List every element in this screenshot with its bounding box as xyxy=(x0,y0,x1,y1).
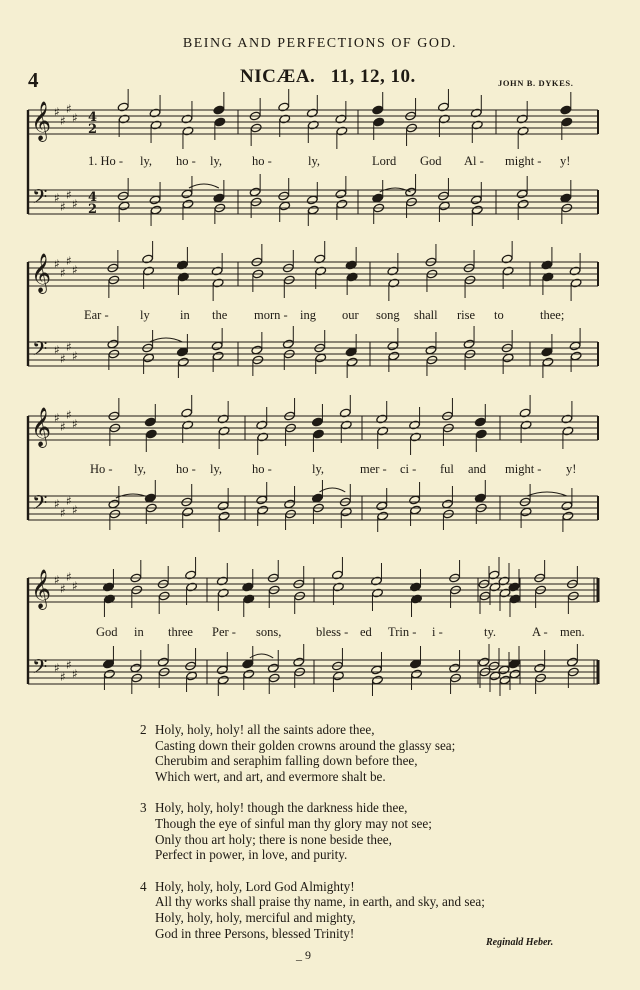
note-head xyxy=(409,495,421,505)
note-head xyxy=(211,341,223,351)
lyric-syllable: sons, xyxy=(256,625,282,639)
note-head xyxy=(212,351,224,361)
lyric-syllable: might - xyxy=(505,154,542,168)
sharp-sign: ♯ xyxy=(54,497,60,511)
lyric-syllable: ly, xyxy=(140,154,153,168)
stanza-number: 3 xyxy=(140,800,147,816)
note-head xyxy=(534,663,546,673)
note-head xyxy=(502,353,514,363)
note-head xyxy=(470,195,482,205)
running-head: BEING AND PERFECTIONS OF GOD. xyxy=(182,36,458,51)
note-head xyxy=(388,351,400,361)
lyric-syllable: ly, xyxy=(210,462,223,476)
lyric-syllable: ho - xyxy=(176,462,196,476)
note-head xyxy=(130,663,142,673)
treble-clef: 𝄞 xyxy=(31,253,52,293)
note-head xyxy=(178,357,190,367)
lyric-syllable: ly xyxy=(140,308,150,322)
note-head xyxy=(144,493,156,503)
sharp-sign: ♯ xyxy=(60,670,66,684)
lyric-syllable: shall xyxy=(414,308,438,322)
note-head xyxy=(475,429,487,439)
note-head xyxy=(107,339,119,349)
sharp-sign: ♯ xyxy=(72,349,78,363)
sharp-sign: ♯ xyxy=(60,582,66,596)
note-head xyxy=(186,671,198,681)
lyric-syllable: in xyxy=(134,625,144,639)
tune-title xyxy=(240,66,416,88)
sharp-sign: ♯ xyxy=(72,417,78,431)
lyric-syllable: i - xyxy=(432,625,443,639)
stanza-number: 2 xyxy=(140,722,147,737)
sharp-sign: ♯ xyxy=(54,105,60,119)
sharp-sign: ♯ xyxy=(54,411,60,425)
lyric-syllable: rise xyxy=(457,308,476,322)
note-head xyxy=(279,201,291,211)
note-head xyxy=(542,357,554,367)
note-head xyxy=(372,193,384,203)
note-head xyxy=(157,657,169,667)
note-head xyxy=(182,507,194,517)
lyric-syllable: in xyxy=(180,308,190,322)
sharp-sign: ♯ xyxy=(60,114,66,128)
note-head xyxy=(410,659,422,669)
note-head xyxy=(463,339,475,349)
note-head xyxy=(217,501,229,511)
note-head xyxy=(218,511,230,521)
tie xyxy=(189,184,219,188)
lyric-syllable: three xyxy=(168,625,193,639)
sharp-sign: ♯ xyxy=(54,257,60,271)
time-signature-digit: 4 xyxy=(88,190,98,205)
tune-name: NICÆA. xyxy=(240,66,316,87)
lyric-syllable: mer - xyxy=(360,462,387,476)
note-head xyxy=(562,511,574,521)
note-head xyxy=(478,657,490,667)
note-head xyxy=(256,495,268,505)
note-head xyxy=(372,675,384,685)
note-head xyxy=(145,429,157,439)
sharp-sign: ♯ xyxy=(54,191,60,205)
tie xyxy=(250,654,273,658)
note-head xyxy=(498,665,510,675)
note-head xyxy=(177,347,189,357)
lyric-syllable: A - xyxy=(532,625,548,639)
lyric-syllable: bless - xyxy=(316,625,349,639)
note-head xyxy=(150,205,162,215)
lyric-syllable: y! xyxy=(560,154,571,168)
note-head xyxy=(425,345,437,355)
tie xyxy=(319,488,345,492)
note-head xyxy=(442,499,454,509)
lyric-syllable: song xyxy=(376,308,400,322)
lyric-syllable: y! xyxy=(566,462,577,476)
treble-clef: 𝄞 xyxy=(31,569,52,609)
sharp-sign: ♯ xyxy=(66,570,72,584)
stanza xyxy=(140,800,485,862)
note-head xyxy=(517,199,529,209)
note-head xyxy=(336,199,348,209)
lyric-syllable: ing xyxy=(300,308,316,322)
lyric-syllable: might - xyxy=(505,462,542,476)
note-head xyxy=(307,205,319,215)
lyric-syllable: ly, xyxy=(308,154,321,168)
lyric-syllable: God xyxy=(96,625,118,639)
note-head xyxy=(103,659,115,669)
sharp-sign: ♯ xyxy=(72,263,78,277)
note-head xyxy=(249,187,261,197)
lyric-syllable: thee; xyxy=(540,308,565,322)
lyric-syllable: ed xyxy=(360,625,372,639)
sharp-sign: ♯ xyxy=(72,667,78,681)
composer-credit: JOHN B. DYKES. xyxy=(498,78,574,88)
time-signature-digit: 4 xyxy=(88,110,98,125)
sharp-sign: ♯ xyxy=(54,661,60,675)
note-head xyxy=(214,117,226,127)
lyric-syllable: Lord xyxy=(372,154,397,168)
sharp-sign: ♯ xyxy=(66,658,72,672)
verse-line: Holy, holy, holy, merciful and mighty, xyxy=(155,909,356,925)
note-head xyxy=(182,199,194,209)
sharp-sign: ♯ xyxy=(66,254,72,268)
note-head xyxy=(242,659,254,669)
verse-line: All thy works shall praise thy name, in earth, and sky, and sea; xyxy=(155,894,485,910)
sharp-sign: ♯ xyxy=(66,494,72,508)
lyric-syllable: ly, xyxy=(210,154,223,168)
note-head xyxy=(312,493,324,503)
sharp-sign: ♯ xyxy=(60,266,66,280)
verse-line: Perfect in power, in love, and purity. xyxy=(155,847,348,863)
sharp-sign: ♯ xyxy=(60,506,66,520)
lyric-syllable: and xyxy=(468,462,487,476)
note-head xyxy=(560,105,572,115)
note-head xyxy=(213,193,225,203)
note-head xyxy=(561,117,573,127)
note-head xyxy=(282,339,294,349)
bass-clef: 𝄢 xyxy=(32,491,48,519)
note-head xyxy=(181,189,193,199)
note-head xyxy=(567,657,579,667)
note-head xyxy=(569,341,581,351)
tie xyxy=(527,492,567,496)
note-head xyxy=(570,351,582,361)
note-head xyxy=(372,105,384,115)
tie xyxy=(150,338,183,342)
lyric-syllable: ho - xyxy=(252,154,272,168)
note-head xyxy=(474,493,486,503)
note-head xyxy=(471,205,483,215)
verse-line: Which wert, and art, and evermore shalt be. xyxy=(155,768,386,784)
bass-clef: 𝄢 xyxy=(32,337,48,365)
lyric-syllable: our xyxy=(342,308,359,322)
sharp-sign: ♯ xyxy=(66,340,72,354)
note-head xyxy=(335,189,347,199)
lyric-syllable: ci - xyxy=(400,462,417,476)
note-head xyxy=(508,659,520,669)
note-head xyxy=(411,669,423,679)
note-head xyxy=(345,347,357,357)
verse-line: Though the eye of sinful man thy glory may not see; xyxy=(155,815,432,831)
note-head xyxy=(520,507,532,517)
note-head xyxy=(410,505,422,515)
lyric-syllable: ly, xyxy=(134,462,147,476)
note-head xyxy=(118,201,130,211)
bass-clef: 𝄢 xyxy=(32,655,48,683)
note-head xyxy=(243,669,255,679)
note-head xyxy=(561,501,573,511)
sharp-sign: ♯ xyxy=(60,200,66,214)
note-head xyxy=(373,117,385,127)
sharp-sign: ♯ xyxy=(66,102,72,116)
sharp-sign: ♯ xyxy=(54,343,60,357)
note-head xyxy=(149,195,161,205)
verse-line: Only thou art holy; there is none beside thee, xyxy=(155,831,392,847)
verse-line: Holy, holy, holy! all the saints adore thee, xyxy=(155,722,375,737)
hymn-number: 4 xyxy=(28,68,39,92)
note-head xyxy=(387,341,399,351)
note-head xyxy=(439,201,451,211)
sharp-sign: ♯ xyxy=(72,503,78,517)
note-head xyxy=(340,507,352,517)
note-head xyxy=(217,675,229,685)
lyric-syllable: to xyxy=(494,308,504,322)
note-head xyxy=(377,511,389,521)
note-head xyxy=(376,501,388,511)
note-head xyxy=(509,669,521,679)
additional-verses xyxy=(140,722,485,957)
note-head xyxy=(104,669,116,679)
verse-line: Cherubim and seraphim falling down before thee, xyxy=(155,753,418,769)
verse-line: Casting down their golden crowns around the glassy sea; xyxy=(155,737,456,753)
lyric-syllable: Per - xyxy=(212,625,236,639)
author-credit: Reginald Heber. xyxy=(486,937,554,948)
lyric-syllable: ly, xyxy=(312,462,325,476)
note-head xyxy=(371,665,383,675)
verse-line: Holy, holy, holy! though the darkness hide thee, xyxy=(155,800,408,816)
sharp-sign: ♯ xyxy=(66,408,72,422)
lyric-syllable: Ho - xyxy=(90,462,113,476)
time-signature-digit: 2 xyxy=(88,122,98,137)
verse-line: God in three Persons, blessed Trinity! xyxy=(155,925,355,941)
treble-clef: 𝄞 xyxy=(31,101,52,141)
lyric-syllable: ty. xyxy=(484,625,497,639)
sharp-sign: ♯ xyxy=(72,111,78,125)
note-head xyxy=(216,665,228,675)
note-head xyxy=(346,357,358,367)
tune-meter: 11, 12, 10. xyxy=(330,66,416,87)
lyric-syllable: ho - xyxy=(252,462,272,476)
note-head xyxy=(312,417,324,427)
note-head xyxy=(144,417,156,427)
note-head xyxy=(333,671,345,681)
lyric-syllable: Ear - xyxy=(84,308,109,322)
note-head xyxy=(541,347,553,357)
sharp-sign: ♯ xyxy=(54,573,60,587)
sharp-sign: ♯ xyxy=(72,579,78,593)
sharp-sign: ♯ xyxy=(72,197,78,211)
note-head xyxy=(108,499,120,509)
time-signature-digit: 2 xyxy=(88,202,98,217)
note-head xyxy=(267,663,279,673)
note-head xyxy=(474,417,486,427)
lyric-syllable: Trin - xyxy=(388,625,417,639)
note-head xyxy=(293,657,305,667)
note-head xyxy=(257,505,269,515)
note-head xyxy=(449,663,461,673)
lyric-syllable: Al - xyxy=(464,154,484,168)
sharp-sign: ♯ xyxy=(60,352,66,366)
lyric-syllable: morn - xyxy=(254,308,288,322)
sharp-sign: ♯ xyxy=(66,188,72,202)
note-head xyxy=(143,353,155,363)
lyric-syllable: men. xyxy=(560,625,585,639)
lyric-syllable: God xyxy=(420,154,442,168)
note-head xyxy=(251,345,263,355)
lyric-syllable: 1. Ho - xyxy=(88,154,124,168)
note-head xyxy=(315,353,327,363)
note-head xyxy=(313,429,325,439)
note-head xyxy=(284,499,296,509)
stanza xyxy=(140,722,485,784)
bass-clef: 𝄢 xyxy=(32,185,48,213)
sharp-sign: ♯ xyxy=(60,420,66,434)
stanza-number: 4 xyxy=(140,878,147,894)
note-head xyxy=(516,189,528,199)
note-head xyxy=(306,195,318,205)
treble-clef: 𝄞 xyxy=(31,407,52,447)
lyric-syllable: the xyxy=(212,308,228,322)
page-number: _ 9 xyxy=(296,948,311,962)
stanza xyxy=(140,879,485,941)
lyric-syllable: ho - xyxy=(176,154,196,168)
note-head xyxy=(499,675,511,685)
note-head xyxy=(560,193,572,203)
lyric-syllable: ful xyxy=(440,462,454,476)
verse-line: Holy, holy, holy, Lord God Almighty! xyxy=(155,878,355,894)
note-head xyxy=(213,105,225,115)
